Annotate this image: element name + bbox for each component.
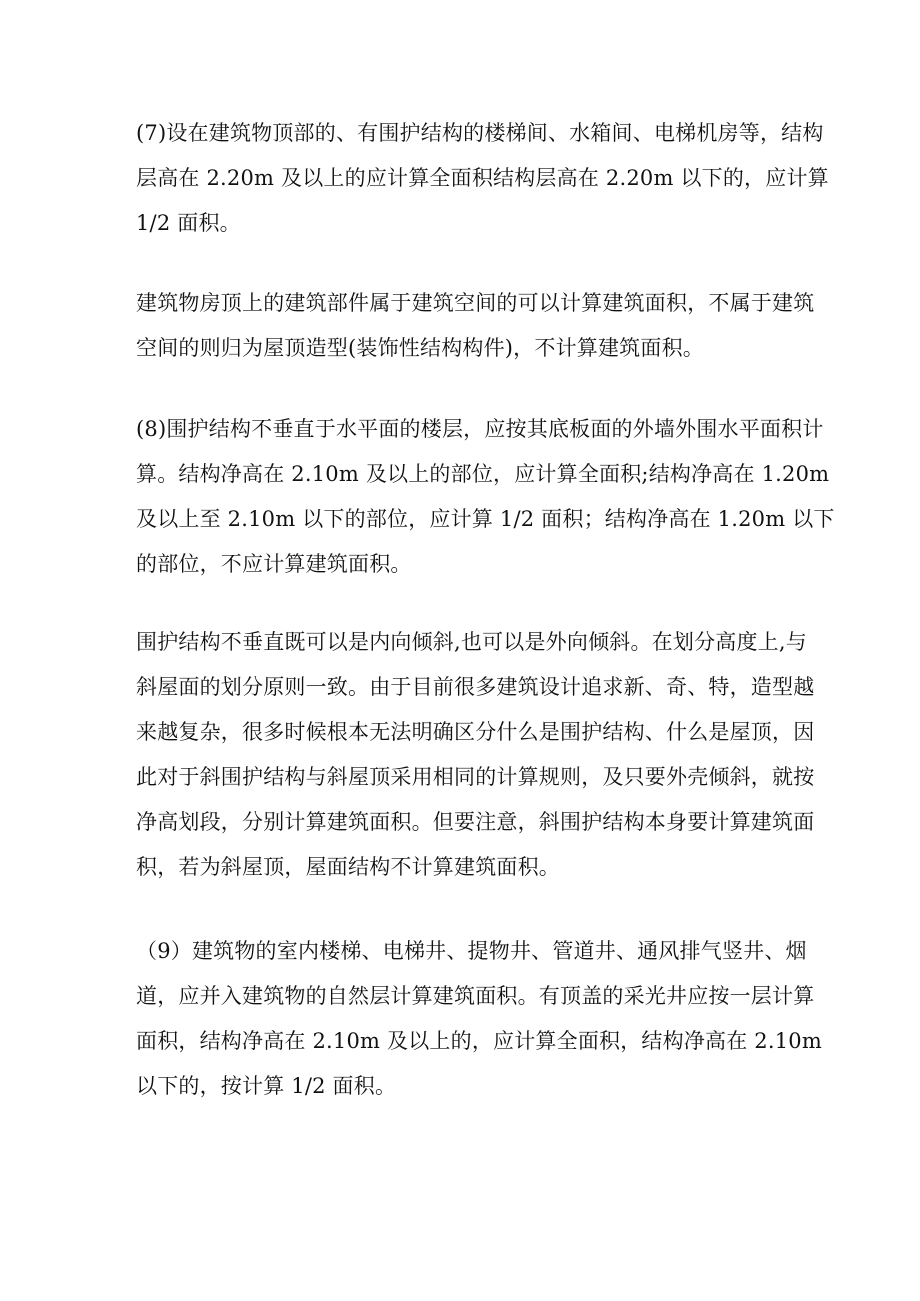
text-line: (7)设在建筑物顶部的、有围护结构的楼梯间、水箱间、电梯机房等，结构 [136, 121, 824, 145]
text-line: 层高在 2.20m 及以上的应计算全面积结构层高在 2.20m 以下的，应计算 [136, 166, 829, 190]
text-line: 来越复杂，很多时候根本无法明确区分什么是围护结构、什么是屋顶，因 [136, 720, 815, 744]
text-line: 1/2 面积。 [136, 211, 241, 235]
paragraph-item-7 [136, 111, 829, 246]
text-line: 及以上至 2.10m 以下的部位，应计算 1/2 面积；结构净高在 1.20m 以下 [136, 507, 835, 531]
text-line: 围护结构不垂直既可以是内向倾斜,也可以是外向倾斜。在划分高度上,与 [136, 630, 807, 654]
text-line: 此对于斜围护结构与斜屋顶采用相同的计算规则，及只要外壳倾斜，就按 [136, 765, 815, 789]
text-line: （9）建筑物的室内楼梯、电梯井、提物井、管道井、通风排气竖井、烟 [136, 939, 807, 963]
paragraph-roof-components [136, 281, 815, 371]
text-line: 算。结构净高在 2.10m 及以上的部位，应计算全面积;结构净高在 1.20m [136, 462, 830, 486]
text-line: 空间的则归为屋顶造型(装饰性结构构件)，不计算建筑面积。 [136, 336, 704, 360]
paragraph-item-9 [136, 929, 822, 1109]
text-line: 的部位，不应计算建筑面积。 [136, 552, 412, 576]
paragraph-item-8 [136, 407, 835, 587]
paragraph-inclined-walls [136, 620, 815, 890]
text-line: 面积，结构净高在 2.10m 及以上的，应计算全面积，结构净高在 2.10m [136, 1029, 822, 1053]
text-line: 积，若为斜屋顶，屋面结构不计算建筑面积。 [136, 855, 560, 879]
text-line: 建筑物房顶上的建筑部件属于建筑空间的可以计算建筑面积，不属于建筑 [136, 291, 815, 315]
text-line: 道，应并入建筑物的自然层计算建筑面积。有顶盖的采光井应按一层计算 [136, 984, 815, 1008]
text-line: 斜屋面的划分原则一致。由于目前很多建筑设计追求新、奇、特，造型越 [136, 675, 815, 699]
text-line: 以下的，按计算 1/2 面积。 [136, 1074, 397, 1098]
text-line: 净高划段，分别计算建筑面积。但要注意，斜围护结构本身要计算建筑面 [136, 810, 815, 834]
text-line: (8)围护结构不垂直于水平面的楼层，应按其底板面的外墙外围水平面积计 [136, 417, 824, 441]
